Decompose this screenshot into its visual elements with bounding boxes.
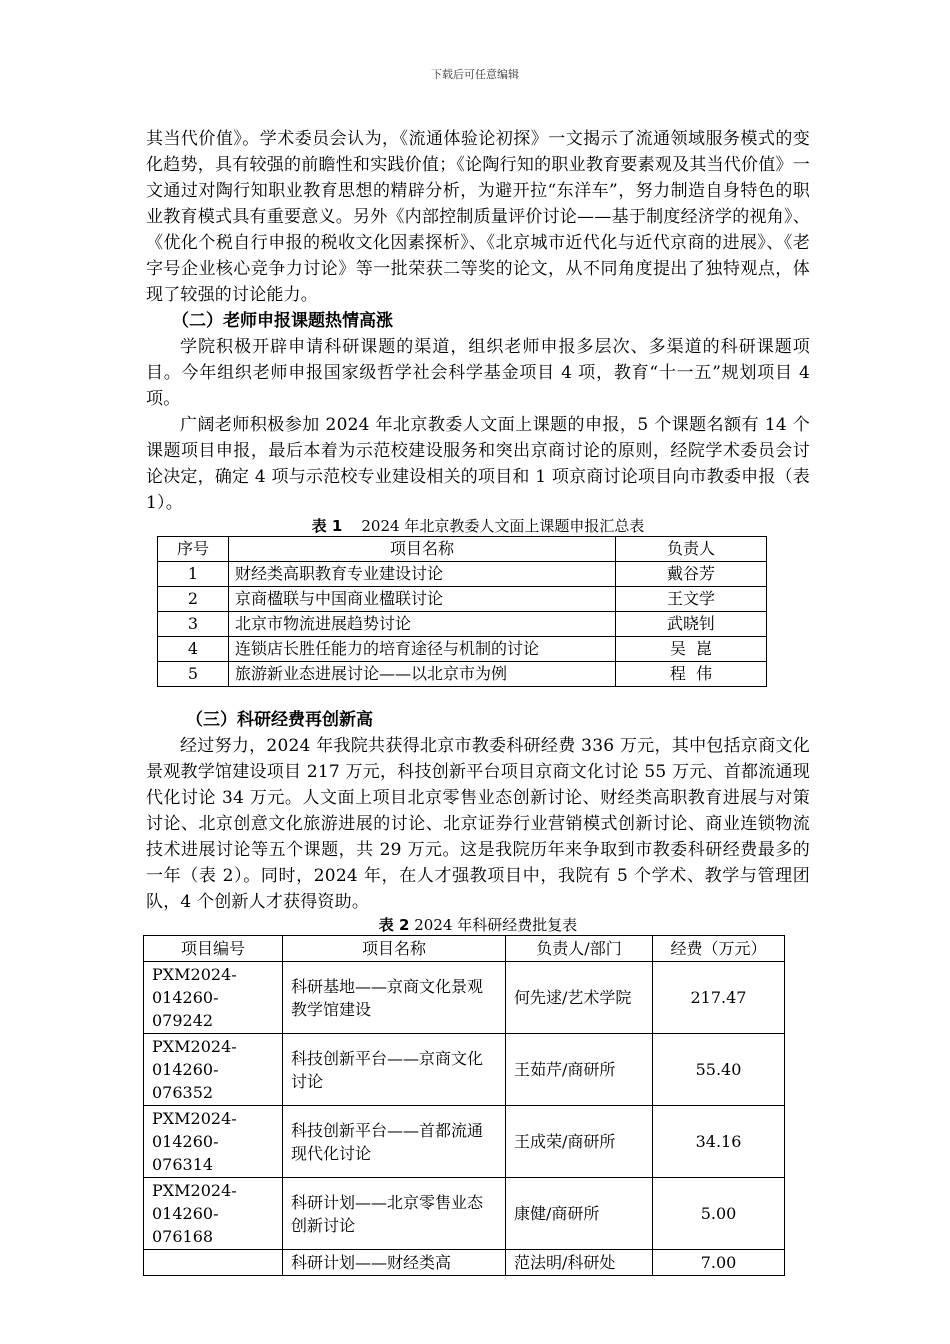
table-cell: 戴谷芳 — [616, 562, 767, 587]
table-cell: 京商楹联与中国商业楹联讨论 — [229, 587, 616, 612]
table-cell: 旅游新业态进展讨论——以北京市为例 — [229, 662, 616, 687]
table-cell: 5.00 — [653, 1178, 785, 1250]
table-cell: PXM2024-014260-079242 — [144, 962, 283, 1034]
table-2 — [143, 935, 785, 1276]
table-header-row — [158, 537, 767, 562]
table-row — [144, 1034, 785, 1106]
table-cell: 王茹芹/商研所 — [506, 1034, 653, 1106]
table-header-cell: 项目名称 — [229, 537, 616, 562]
table-cell: 科技创新平台——京商文化讨论 — [283, 1034, 506, 1106]
table-2-caption — [146, 915, 810, 935]
table-cell: 北京市物流进展趋势讨论 — [229, 612, 616, 637]
table-header-cell: 经费（万元） — [653, 936, 785, 962]
table-1-caption-text: 2024 年北京教委人文面上课题申报汇总表 — [361, 517, 645, 535]
table-cell: 7.00 — [653, 1250, 785, 1276]
paragraph-3: 广阔老师积极参加 2024 年北京教委人文面上课题的申报，5 个课题名额有 14 个课题项目申报，最后本着为示范校建设服务和突出京商讨论的原则，经院学术委员会讨论决定，确定 4 项与示范校专业建设相关的项目和 1 项京商讨论项目向市教委申报（表 1）。 — [146, 415, 810, 513]
table-header-row — [144, 936, 785, 962]
table-row — [144, 1106, 785, 1178]
table-cell: 吴 崑 — [616, 637, 767, 662]
table-cell: 王文学 — [616, 587, 767, 612]
table-cell: 科技创新平台——首都流通现代化讨论 — [283, 1106, 506, 1178]
table-cell: 财经类高职教育专业建设讨论 — [229, 562, 616, 587]
table-cell: 科研计划——财经类高 — [283, 1250, 506, 1276]
table-row — [158, 562, 767, 587]
table-cell: 连锁店长胜任能力的培育途径与机制的讨论 — [229, 637, 616, 662]
table-cell: 34.16 — [653, 1106, 785, 1178]
table-cell: 4 — [158, 637, 229, 662]
table-1-caption-label: 表 1 — [311, 517, 343, 535]
table-header-cell: 项目名称 — [283, 936, 506, 962]
table-header-cell: 负责人/部门 — [506, 936, 653, 962]
table-row — [158, 637, 767, 662]
table-cell: 2 — [158, 587, 229, 612]
section-3-title: （三）科研经费再创新高 — [186, 710, 373, 730]
paragraph-2: 学院积极开辟申请科研课题的渠道，组织老师申报多层次、多渠道的科研课题项目。今年组织老师申报国家级哲学社会科学基金项目 4 项，教育“十一五”规划项目 4 项。 — [146, 337, 810, 409]
spacer — [146, 687, 810, 707]
table-2-caption-text: 2024 年科研经费批复表 — [414, 916, 578, 934]
table-row — [144, 1250, 785, 1276]
table-2-caption-label: 表 2 — [378, 916, 410, 934]
table-cell: 科研基地——京商文化景观教学馆建设 — [283, 962, 506, 1034]
table-cell: PXM2024-014260-076352 — [144, 1034, 283, 1106]
table-1-caption — [146, 516, 810, 536]
page-header: 下载后可任意编辑 — [431, 68, 519, 81]
table-row — [144, 1178, 785, 1250]
table-cell: 55.40 — [653, 1034, 785, 1106]
table-header-cell: 序号 — [158, 537, 229, 562]
table-cell: 程 伟 — [616, 662, 767, 687]
table-row — [158, 612, 767, 637]
table-cell: 康健/商研所 — [506, 1178, 653, 1250]
section-2-title: （二）老师申报课题热情高涨 — [172, 311, 393, 331]
table-row — [158, 587, 767, 612]
table-cell: 武晓钊 — [616, 612, 767, 637]
table-cell: 1 — [158, 562, 229, 587]
table-cell — [144, 1250, 283, 1276]
table-cell: 5 — [158, 662, 229, 687]
table-cell: 何先逑/艺术学院 — [506, 962, 653, 1034]
table-cell: PXM2024-014260-076168 — [144, 1178, 283, 1250]
document-body — [146, 126, 810, 1276]
table-header-cell: 负责人 — [616, 537, 767, 562]
table-row — [158, 662, 767, 687]
table-row — [144, 962, 785, 1034]
table-cell: 王成荣/商研所 — [506, 1106, 653, 1178]
table-cell: 科研计划——北京零售业态创新讨论 — [283, 1178, 506, 1250]
table-1 — [157, 536, 767, 687]
table-cell: 217.47 — [653, 962, 785, 1034]
paragraph-1: 其当代价值》。学术委员会认为，《流通体验论初探》一文揭示了流通领域服务模式的变化趋势，具有较强的前瞻性和实践价值；《论陶行知的职业教育要素观及其当代价值》一文通过对陶行知职业教育思想的精辟分析，为避开拉“东洋车”，努力制造自身特色的职业教育模式具有重要意义。另外《内部控制质量评价讨论——基于制度经济学的视角》、《优化个税自行申报的税收文化因素探析》、《北京城市近代化与近代京商的进展》、《老字号企业核心竞争力讨论》等一批荣获二等奖的论文，从不同角度提出了独特观点，体现了较强的讨论能力。 — [146, 129, 810, 305]
table-header-cell: 项目编号 — [144, 936, 283, 962]
table-cell: PXM2024-014260-076314 — [144, 1106, 283, 1178]
table-cell: 3 — [158, 612, 229, 637]
paragraph-4: 经过努力，2024 年我院共获得北京市教委科研经费 336 万元，其中包括京商文化景观教学馆建设项目 217 万元，科技创新平台项目京商文化讨论 55 万元、首都流通现代化讨论 34 万元。人文面上项目北京零售业态创新讨论、财经类高职教育进展与对策讨论、北京创意文化旅游进展的讨论、北京证券行业营销模式创新讨论、商业连锁物流技术进展讨论等五个课题，共 29 万元。这是我院历年来争取到市教委科研经费最多的一年（表 2）。同时，2024 年，在人才强教项目中，我院有 5 个学术、教学与管理团队，4 个创新人才获得资助。 — [146, 736, 810, 912]
table-cell: 范法明/科研处 — [506, 1250, 653, 1276]
